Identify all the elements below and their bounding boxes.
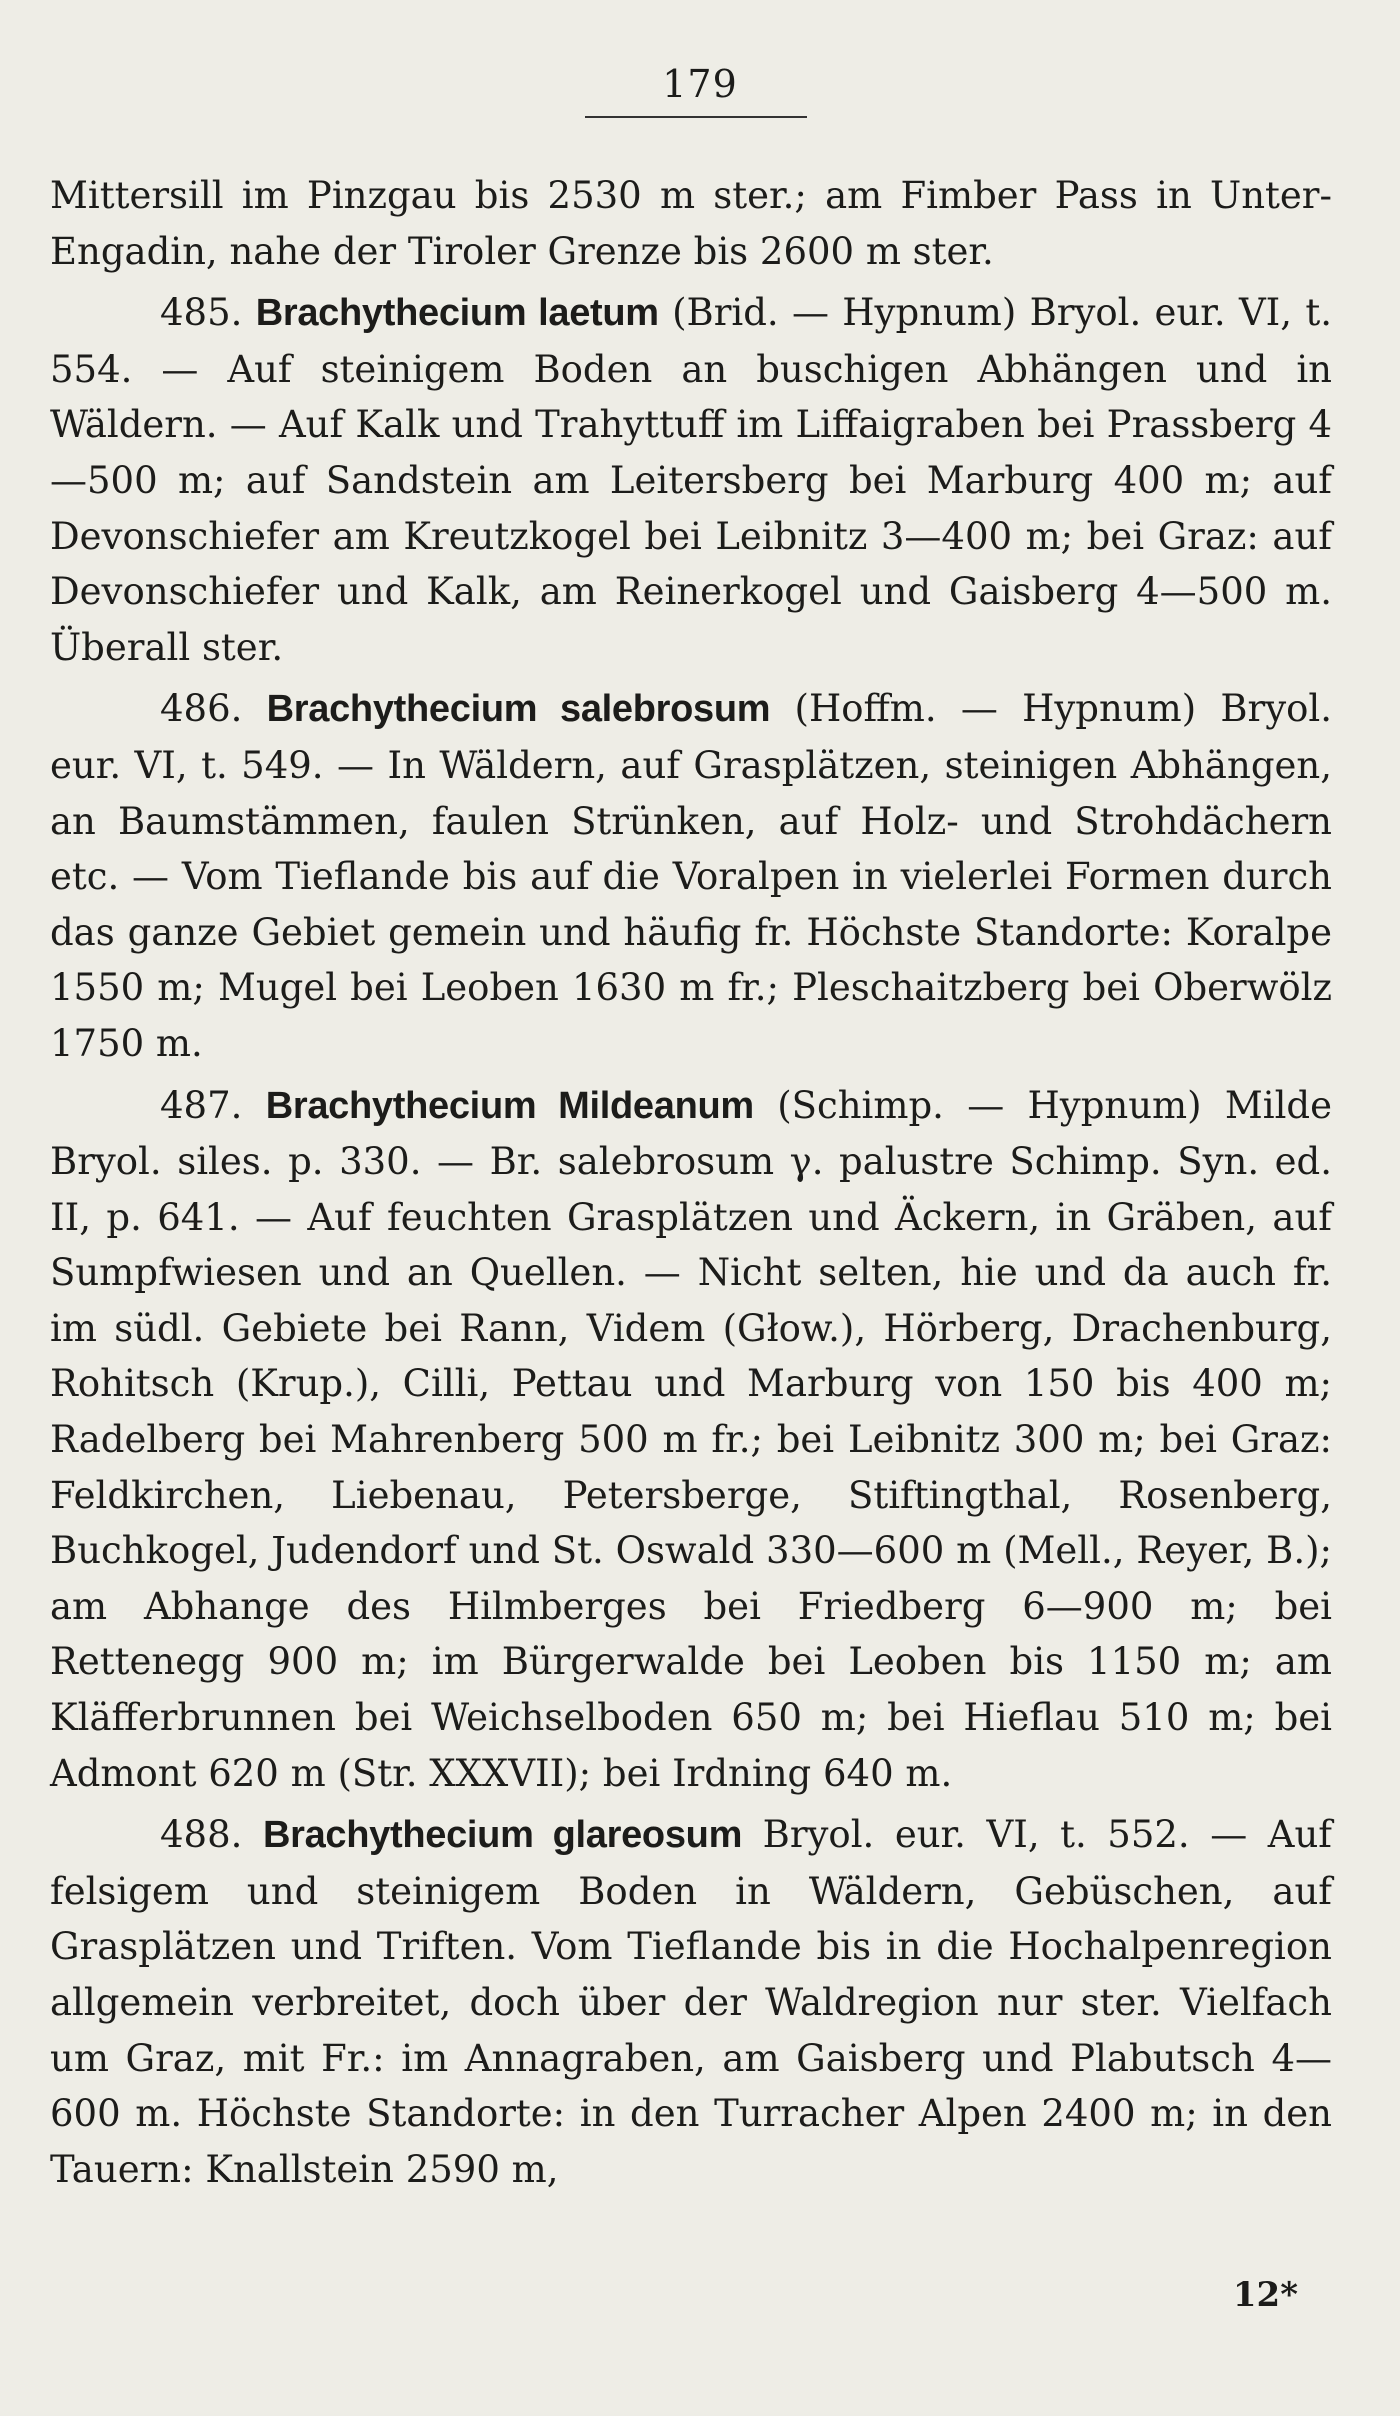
species-entry-487: [50, 1078, 1332, 1802]
entry-number: 487.: [160, 1083, 243, 1127]
page-number: 179: [662, 62, 738, 106]
header-rule: [585, 116, 807, 118]
species-name: Brachythecium glareosum: [262, 1814, 743, 1857]
page-body: [50, 168, 1332, 2197]
entry-text: (Brid. — Hypnum) Bryol. eur. VI, t. 554. — Auf steinigem Boden an buschigen Abhängen und in Wäldern. — Auf Kalk und Trahyttuff im Liffaigraben bei Prassberg 4—500 m; auf Sandstein am Leitersberg bei Marburg 400 m; auf Devonschiefer am Kreutzkogel bei Leibnitz 3—400 m; bei Graz: auf Devonschiefer und Kalk, am Reinerkogel und Gaisberg 4—500 m. Überall ster.: [50, 291, 1332, 669]
species-entry-488: [50, 1807, 1332, 2197]
entry-text: (Hoffm. — Hypnum) Bryol. eur. VI, t. 549. — In Wäldern, auf Grasplätzen, steinigen Abhängen, an Baumstämmen, faulen Strünken, auf Holz- und Strohdächern etc. — Vom Tieflande bis auf die Voralpen in vielerlei Formen durch das ganze Gebiet gemein und häufig fr. Höchste Standorte: Koralpe 1550 m; Mugel bei Leoben 1630 m fr.; Pleschaitzberg bei Oberwölz 1750 m.: [50, 687, 1333, 1065]
species-name: Brachythecium laetum: [255, 292, 659, 335]
entry-number: 486.: [160, 687, 243, 731]
species-entry-485: [50, 285, 1332, 675]
entry-text: Bryol. eur. VI, t. 552. — Auf felsigem und steinigem Boden in Wäldern, Gebüschen, auf Grasplätzen und Triften. Vom Tieflande bis in die Hochalpenregion allgemein verbreitet, doch über der Waldregion nur ster. Vielfach um Graz, mit Fr.: im Annagraben, am Gaisberg und Plabutsch 4—600 m. Höchste Standorte: in den Turracher Alpen 2400 m; in den Tauern: Knallstein 2590 m,: [50, 1813, 1332, 2191]
entry-text: (Schimp. — Hypnum) Milde Bryol. siles. p. 330. — Br. salebrosum γ. palustre Schimp. Syn. ed. II, p. 641. — Auf feuchten Grasplätzen und Äckern, in Gräben, auf Sumpfwiesen und an Quellen. — Nicht selten, hie und da auch fr. im südl. Gebiete bei Rann, Videm (Głow.), Hörberg, Drachenburg, Rohitsch (Krup.), Cilli, Pettau und Marburg von 150 bis 400 m; Radelberg bei Mahrenberg 500 m fr.; bei Leibnitz 300 m; bei Graz: Feldkirchen, Liebenau, Petersberge, Stiftingthal, Rosenberg, Buchkogel, Judendorf und St. Oswald 330—600 m (Mell., Reyer, B.); am Abhange des Hilmberges bei Friedberg 6—900 m; bei Rettenegg 900 m; im Bürgerwalde bei Leoben bis 1150 m; am Kläfferbrunnen bei Weichselboden 650 m; bei Hieflau 510 m; bei Admont 620 m (Str. XXXVII); bei Irdning 640 m.: [50, 1083, 1333, 1795]
species-name: Brachythecium salebrosum: [266, 688, 771, 731]
signature-mark: 12*: [1232, 2275, 1298, 2315]
species-name: Brachythecium Mildeanum: [265, 1084, 754, 1127]
species-entry-486: [50, 681, 1332, 1071]
intro-paragraph: Mittersill im Pinzgau bis 2530 m ster.; am Fimber Pass in Unter-Engadin, nahe der Tiroler Grenze bis 2600 m ster.: [50, 174, 1332, 273]
entry-number: 488.: [160, 1813, 243, 1857]
entry-number: 485.: [160, 291, 243, 335]
